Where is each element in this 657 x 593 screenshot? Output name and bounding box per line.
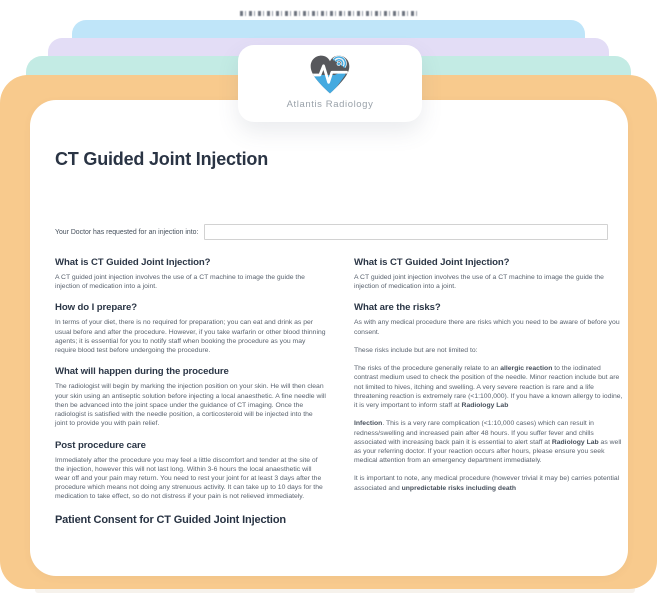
left-column (55, 257, 327, 526)
logo-card (238, 45, 422, 122)
consent-heading: Patient Consent for CT Guided Joint Injection (55, 513, 286, 526)
section-body-what-is: A CT guided joint injection involves the use of a CT machine to image the guide the injection of medication into a joint. (55, 273, 305, 291)
section-body-what-is-right: A CT guided joint injection involves the use of a CT machine to image the guide the injection of medication into a joint. (354, 273, 604, 291)
brand-name: Atlantis Radiology (286, 99, 374, 110)
section-heading-what-is-right: What is CT Guided Joint Injection? (354, 257, 510, 268)
section-heading-during: What will happen during the procedure (55, 366, 229, 378)
two-column-body (55, 257, 626, 526)
section-body-post-care: Immediately after the procedure you may feel a little discomfort and tender at the site of the injection, however this will not last long. Within 3-6 hours the local anaesthetic will wear off and your pain may return. You need to rest your joint for at least 3 days after the procedure which means not doing any strenuous activity. It can take up to 10 days for the medication to take effect, so do not distress if your pain is not relieved immediately. (55, 456, 323, 501)
injection-site-row (55, 224, 608, 240)
risks-intro: As with any medical procedure there are risks which you need to be aware of before you consent. (354, 319, 620, 336)
risks-list-lead: These risks include but are not limited to: (354, 346, 478, 354)
risk-allergic-paragraph: The risks of the procedure generally relate to an allergic reaction to the iodinated contrast medium used to check the position of the needle. Minor reaction include but are not limited to hives, itching and swelling. A very severe reaction is rare and a life threatening reaction is extremely rare (<1:100,000). If you have a known allergy to iodine, it is very important to inform staff at Radiology Lab (354, 365, 623, 410)
section-heading-prepare: How do I prepare? (55, 302, 137, 314)
document-card (30, 100, 628, 576)
section-heading-post-care: Post procedure care (55, 439, 146, 451)
heart-pulse-logo-icon (305, 52, 355, 98)
risk-important-paragraph: It is important to note, any medical procedure (however trivial it may be) carries potential associated and unpredictable risks including death (354, 475, 620, 492)
injection-site-label: Your Doctor has requested for an injection into: (55, 228, 199, 236)
injection-site-input[interactable] (204, 224, 608, 240)
page-title: CT Guided Joint Injection (55, 149, 268, 169)
right-column (354, 257, 626, 526)
section-heading-what-is: What is CT Guided Joint Injection? (55, 257, 211, 268)
compressed-text-artifact (240, 11, 420, 16)
risk-infection-paragraph: Infection. This is a very rare complication (<1:10,000 cases) which can result in redness/swelling and increased pain after 48 hours. If you suffer fever and chills associated with increasing back pain it is essential to alert staff at Radiology Lab as well as your referring doctor. If your reaction occurs after hours, please ensure you seek medical attention from an emergency department immediately. (354, 420, 622, 465)
section-body-during: The radiologist will begin by marking the injection position on your skin. He will then clean your skin using an antiseptic solution before injecting a local anaesthetic. A fine needle will then be advanced into the joint space under the guidance of CT imaging. Once the radiologist is satisfied with the needle position, a corticosteroid will be injected into the joint to provide you with pain relief. (55, 383, 326, 428)
section-heading-risks: What are the risks? (354, 302, 441, 314)
section-body-prepare: In terms of your diet, there is no required for preparation; you can eat and drink as per usual before and after the procedure. However, if you take warfarin or other blood thinning agents; it is essential for you to notify staff when booking the procedure as you may require blood test before undergoing the procedure. (55, 319, 326, 355)
